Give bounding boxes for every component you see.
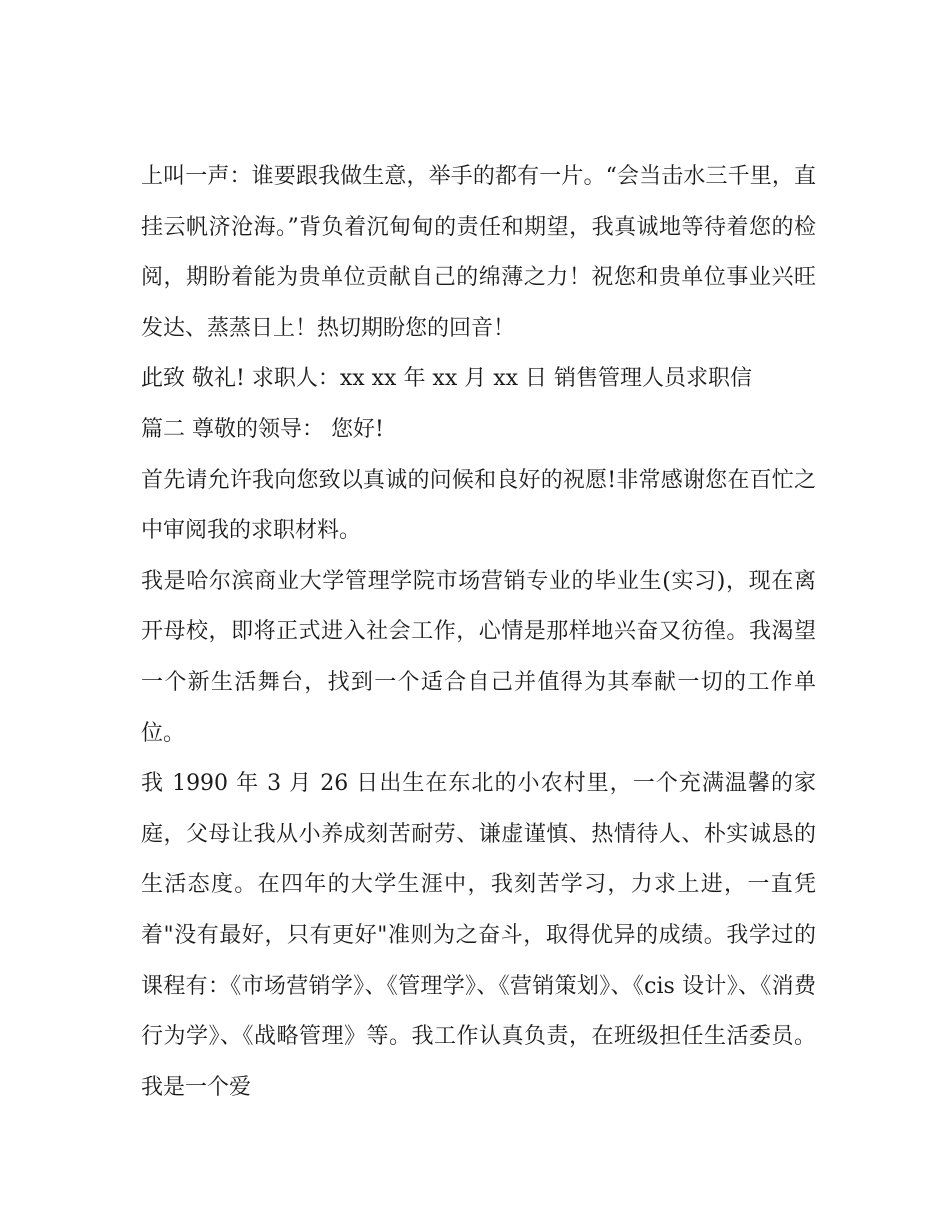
paragraph-closing: 上叫一声：谁要跟我做生意，举手的都有一片。“会当击水三千里，直挂云帆济沧海。”背负着沉甸甸的责任和期望，我真诚地等待着您的检阅，期盼着能为贵单位贡献自己的绵薄之力！祝您和贵单位事业兴旺发达、蒸蒸日上！热切期盼您的回音！ [141,164,816,341]
paragraph-greeting: 篇二 尊敬的领导： 您好! [141,416,384,442]
paragraph-background: 我 1990 年 3 月 26 日出生在东北的小农村里，一个充满温馨的家庭，父母让我从小养成刻苦耐劳、谦虚谨慎、热情待人、朴实诚恳的生活态度。在四年的大学生涯中，我刻苦学习，力求上进，一直凭着"没有最好，只有更好"准则为之奋斗，取得优异的成绩。我学过的课程有：《市场营销学》、《管理学》、《营销策划》、《cis 设计》、《消费行为学》、《战略管理》等。我工作认真负责，在班级担任生活委员。我是一个爱 [141,771,816,1100]
paragraph-thanks: 首先请允许我向您致以真诚的问候和良好的祝愿!非常感谢您在百忙之中审阅我的求职材料。 [141,467,816,544]
document-body [141,152,816,1113]
paragraph-introduction: 我是哈尔滨商业大学管理学院市场营销专业的毕业生(实习)，现在离开母校，即将正式进入社会工作，心情是那样地兴奋又彷徨。我渴望一个新生活舞台，找到一个适合自己并值得为其奉献一切的工作单位。 [141,568,816,746]
paragraph-signature: 此致 敬礼! 求职人：xx xx 年 xx 月 xx 日 销售管理人员求职信 [141,366,753,392]
